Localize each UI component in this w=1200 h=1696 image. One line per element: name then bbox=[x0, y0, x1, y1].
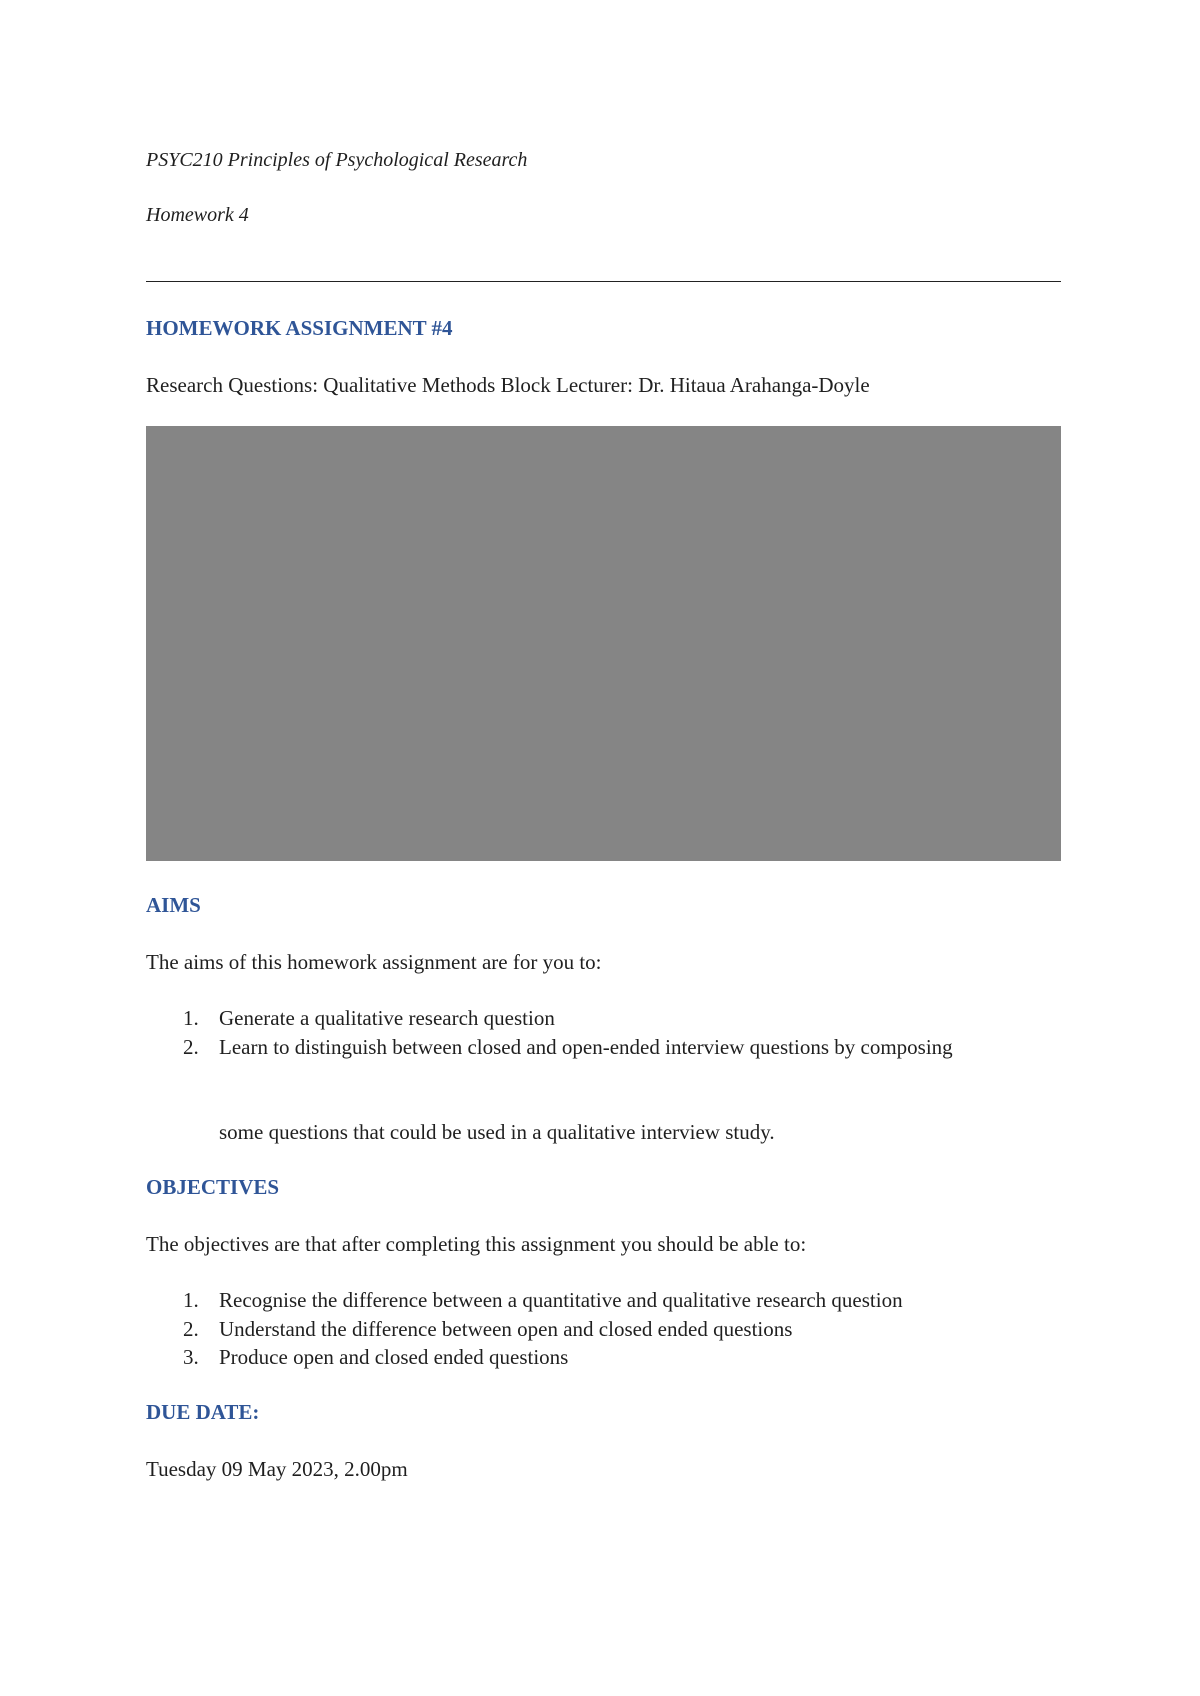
list-item bbox=[146, 1315, 903, 1344]
list-item bbox=[146, 1033, 979, 1062]
header-divider bbox=[146, 281, 1061, 282]
list-item bbox=[146, 1343, 903, 1372]
redacted-image bbox=[146, 426, 1061, 861]
list-item bbox=[146, 1004, 979, 1033]
course-header: PSYC210 Principles of Psychological Research bbox=[146, 149, 528, 171]
aims-list bbox=[146, 1004, 979, 1061]
list-item-text: Generate a qualitative research question bbox=[219, 1006, 555, 1030]
objectives-heading: OBJECTIVES bbox=[146, 1175, 280, 1199]
aims-intro: The aims of this homework assignment are for you to: bbox=[146, 950, 602, 974]
list-item-text: Recognise the difference between a quantitative and qualitative research question bbox=[219, 1288, 903, 1312]
list-number: 1. bbox=[183, 1006, 199, 1030]
list-number: 2. bbox=[183, 1316, 199, 1341]
list-number: 3. bbox=[183, 1345, 199, 1369]
list-item bbox=[146, 1286, 903, 1315]
due-date-heading: DUE DATE: bbox=[146, 1400, 260, 1424]
objectives-list bbox=[146, 1286, 903, 1372]
list-item-text: Learn to distinguish between closed and open-ended interview questions by composing bbox=[219, 1034, 953, 1059]
list-item-text: Understand the difference between open and closed ended questions bbox=[219, 1316, 793, 1341]
homework-header: Homework 4 bbox=[146, 204, 249, 226]
due-date-value: Tuesday 09 May 2023, 2.00pm bbox=[146, 1457, 408, 1481]
aims-heading: AIMS bbox=[146, 893, 201, 917]
list-number: 2. bbox=[183, 1034, 199, 1059]
assignment-title: HOMEWORK ASSIGNMENT #4 bbox=[146, 316, 453, 340]
assignment-subtitle: Research Questions: Qualitative Methods Block Lecturer: Dr. Hitaua Arahanga-Doyle bbox=[146, 373, 870, 397]
aims-continuation: some questions that could be used in a qualitative interview study. bbox=[219, 1120, 775, 1144]
objectives-intro: The objectives are that after completing this assignment you should be able to: bbox=[146, 1232, 807, 1256]
list-item-text: Produce open and closed ended questions bbox=[219, 1345, 569, 1369]
list-number: 1. bbox=[183, 1288, 199, 1312]
